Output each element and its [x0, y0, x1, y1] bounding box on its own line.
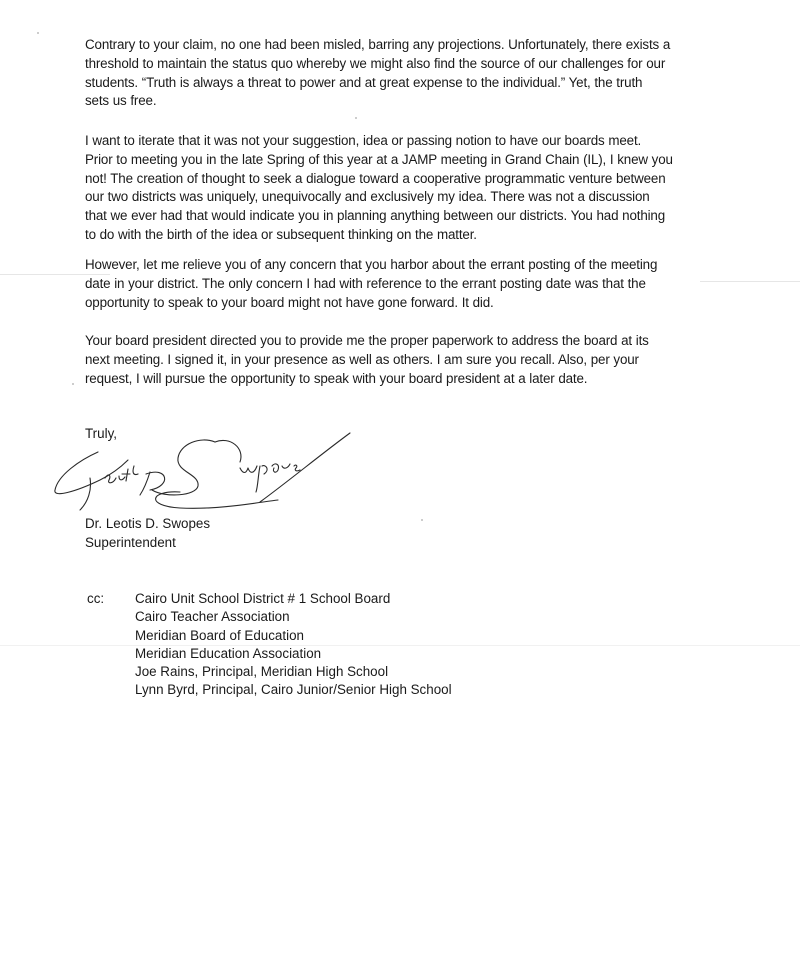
body-paragraph-4 — [85, 332, 745, 388]
closing-salutation: Truly, — [85, 426, 117, 441]
body-paragraph-2 — [85, 132, 745, 245]
paragraph-line: next meeting. I signed it, in your presence as well as others. I am sure you recall. Also, per your — [85, 351, 639, 367]
paragraph-line: However, let me relieve you of any concern that you harbor about the errant posting of the meeting — [85, 257, 658, 272]
scan-speck — [355, 117, 357, 119]
paragraph-line: threshold to maintain the status quo whereby we might also find the source of our challenges for our — [85, 55, 666, 71]
body-paragraph-1 — [85, 36, 745, 111]
scan-speck — [421, 519, 423, 521]
cc-recipient: Lynn Byrd, Principal, Cairo Junior/Senior High School — [135, 682, 452, 698]
paragraph-line: I want to iterate that it was not your suggestion, idea or passing notion to have our boards meet. — [85, 133, 642, 148]
cc-recipient-list — [135, 590, 452, 700]
paragraph-line: Contrary to your claim, no one had been misled, barring any projections. Unfortunately, there exists a — [85, 37, 671, 52]
signer-title: Superintendent — [85, 535, 176, 550]
cc-recipient: Joe Rains, Principal, Meridian High School — [135, 664, 389, 680]
scan-speck — [72, 383, 74, 385]
paragraph-line: students. “Truth is always a threat to power and at great expense to the individual.” Yet, the truth — [85, 74, 643, 90]
cc-recipient: Meridian Board of Education — [135, 627, 304, 643]
paragraph-line: date in your district. The only concern I had with reference to the errant posting date was that the — [85, 275, 646, 291]
scan-speck — [37, 32, 39, 34]
paragraph-line: not! The creation of thought to seek a dialogue toward a cooperative programmatic venture between — [85, 170, 666, 186]
paragraph-line: to do with the birth of the idea or subsequent thinking on the matter. — [85, 226, 477, 242]
paragraph-line: Your board president directed you to provide me the proper paperwork to address the board at its — [85, 333, 649, 348]
signer-block — [85, 514, 210, 552]
cc-recipient: Cairo Teacher Association — [135, 609, 290, 625]
handwritten-signature-icon — [50, 430, 360, 520]
paragraph-line: our two districts was uniquely, unequivocally and exclusively my idea. There was not a discussion — [85, 189, 650, 205]
paragraph-line: opportunity to speak to your board might not have gone forward. It did. — [85, 294, 494, 310]
paragraph-line: Prior to meeting you in the late Spring of this year at a JAMP meeting in Grand Chain (IL), I knew you — [85, 151, 673, 167]
cc-recipient: Cairo Unit School District # 1 School Board — [135, 591, 391, 606]
body-paragraph-3 — [85, 256, 745, 312]
paragraph-line: request, I will pursue the opportunity to speak with your board president at a later date. — [85, 370, 588, 386]
cc-label: cc: — [87, 591, 105, 606]
cc-recipient: Meridian Education Association — [135, 645, 322, 661]
paragraph-line: sets us free. — [85, 93, 157, 109]
paragraph-line: that we ever had that would indicate you in planning anything between our districts. You had nothing — [85, 208, 666, 224]
signer-name: Dr. Leotis D. Swopes — [85, 516, 211, 531]
